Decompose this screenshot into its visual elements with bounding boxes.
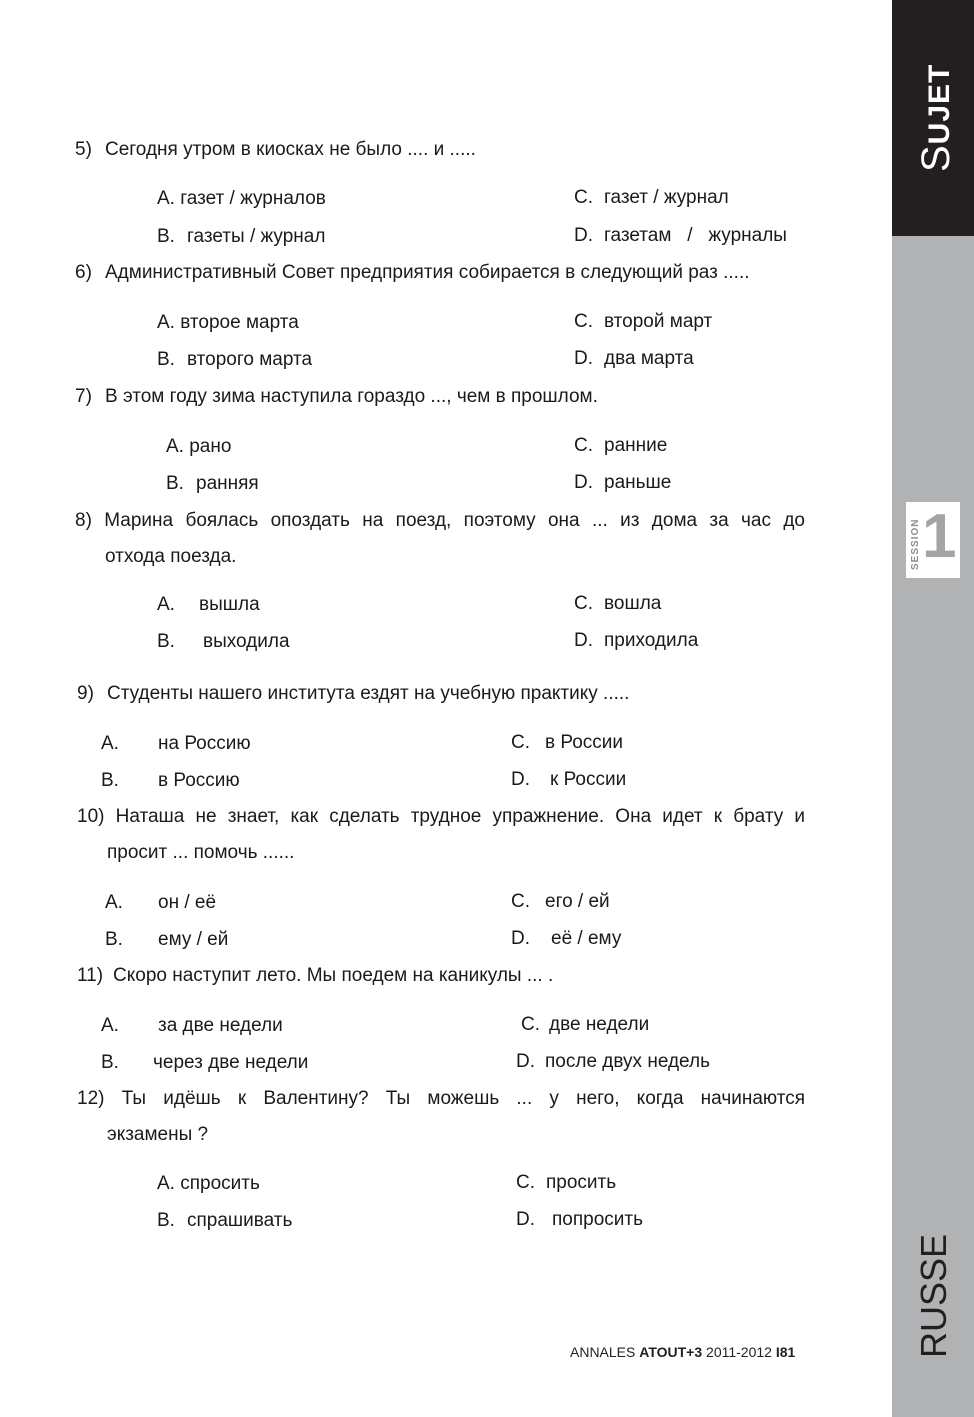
footer-years: 2011-2012	[706, 1344, 772, 1360]
footer-brand: ATOUT+3	[639, 1344, 703, 1360]
question-12	[77, 1081, 805, 1153]
option-text: газет / журналов	[180, 188, 326, 209]
option-letter: D.	[574, 472, 593, 493]
question-number: 11)	[77, 965, 104, 986]
option-letter: D.	[516, 1209, 535, 1230]
option-letter: A.	[101, 733, 119, 754]
option-letter: A.	[166, 436, 184, 457]
option-letter: D.	[511, 928, 530, 949]
question-line	[77, 799, 805, 835]
question-line	[75, 539, 805, 575]
option-text: спрашивать	[187, 1210, 293, 1231]
session-number: 1	[922, 502, 957, 571]
question-number: 10)	[77, 806, 105, 827]
option-text: рано	[189, 436, 232, 457]
question-9	[77, 676, 817, 712]
option-text: попросить	[552, 1209, 643, 1230]
option-a	[157, 188, 326, 210]
option-text: спросить	[180, 1173, 260, 1194]
option-letter: C.	[574, 187, 593, 208]
option-a	[101, 1015, 283, 1037]
option-text: просить	[546, 1172, 617, 1193]
option-d	[516, 1051, 710, 1073]
question-number: 6)	[75, 262, 92, 283]
question-8	[75, 503, 805, 575]
option-letter: D.	[516, 1051, 535, 1072]
option-letter: C.	[574, 593, 593, 614]
option-text: второе марта	[180, 312, 299, 333]
option-text: ранняя	[196, 473, 259, 494]
option-text: ему / ей	[158, 929, 229, 950]
option-letter: D.	[574, 630, 593, 651]
option-text: вышла	[199, 594, 260, 615]
option-text: её / ему	[551, 928, 622, 949]
option-b	[166, 473, 259, 495]
option-letter: C.	[521, 1014, 540, 1035]
option-text: его / ей	[545, 891, 610, 912]
option-text: к России	[550, 769, 627, 790]
option-a	[105, 892, 216, 914]
page-number: 81	[779, 1344, 796, 1360]
option-b	[157, 631, 290, 653]
question-line	[75, 503, 805, 539]
option-text: две недели	[549, 1014, 650, 1035]
session-label: SESSION	[910, 518, 921, 570]
option-letter: A.	[157, 312, 175, 333]
option-text: раньше	[604, 472, 672, 493]
option-a	[157, 312, 299, 334]
question-6	[75, 255, 835, 291]
option-b	[101, 1052, 308, 1074]
option-letter: C.	[516, 1172, 535, 1193]
option-b	[101, 770, 240, 792]
option-a	[157, 1173, 260, 1195]
option-letter: A.	[157, 1173, 175, 1194]
option-text: в России	[545, 732, 624, 753]
option-text: газет / журнал	[604, 187, 729, 208]
question-number: 5)	[75, 139, 92, 160]
option-text: два марта	[604, 348, 694, 369]
option-c	[574, 593, 661, 615]
option-letter: A.	[101, 1015, 119, 1036]
option-letter: B.	[157, 1210, 175, 1231]
question-text: Административный Совет предприятия собирается в следующий раз .....	[105, 262, 750, 283]
footer-separator: I	[775, 1344, 780, 1360]
option-letter: B.	[166, 473, 184, 494]
question-text: Сегодня утром в киосках не было .... и .....	[105, 139, 476, 160]
option-letter: D.	[574, 225, 593, 246]
question-text: В этом году зима наступила гораздо ..., чем в прошлом.	[105, 386, 598, 407]
option-b	[105, 929, 228, 951]
option-text: после двух недель	[545, 1051, 710, 1072]
option-text: газетам / журналы	[604, 225, 787, 246]
option-text: второй март	[604, 311, 713, 332]
question-line	[77, 835, 805, 871]
option-letter: B.	[157, 226, 175, 247]
option-a	[166, 436, 231, 458]
option-letter: D.	[511, 769, 530, 790]
option-letter: B.	[105, 929, 123, 950]
option-b	[157, 1210, 292, 1232]
question-text: Наташа не знает, как сделать трудное упражнение. Она идет к брату и	[115, 806, 806, 827]
question-number: 7)	[75, 386, 92, 407]
option-letter: C.	[574, 435, 593, 456]
question-7	[75, 379, 815, 415]
question-line	[77, 1081, 805, 1117]
question-text: Ты идёшь к Валентину? Ты можешь ... у него, когда начинаются	[121, 1088, 806, 1109]
option-d	[574, 630, 698, 652]
page-footer	[570, 1344, 795, 1360]
option-c	[511, 732, 623, 754]
option-c	[574, 435, 667, 457]
question-5	[75, 132, 815, 168]
option-c	[516, 1172, 616, 1194]
option-text: второго марта	[187, 349, 313, 370]
option-c	[511, 891, 610, 913]
question-10	[77, 799, 805, 871]
option-letter: A.	[157, 188, 175, 209]
option-text: ранние	[604, 435, 668, 456]
question-text: Скоро наступит лето. Мы поедем на каникулы ... .	[113, 965, 554, 986]
option-d	[574, 225, 787, 247]
option-letter: A.	[157, 594, 175, 615]
option-letter: B.	[157, 349, 175, 370]
option-text: выходила	[203, 631, 290, 652]
footer-annales: ANNALES	[570, 1344, 636, 1360]
option-text: газеты / журнал	[187, 226, 326, 247]
option-text: вошла	[604, 593, 662, 614]
option-letter: C.	[574, 311, 593, 332]
question-text: Марина боялась опоздать на поезд, поэтому она ... из дома за час до	[104, 510, 805, 531]
option-text: на Россию	[158, 733, 251, 754]
option-letter: B.	[101, 1052, 119, 1073]
option-a	[157, 594, 260, 616]
question-number: 9)	[77, 683, 94, 704]
option-a	[101, 733, 251, 755]
subject-label: RUSSE	[913, 1233, 954, 1358]
option-d	[511, 928, 621, 950]
question-number: 12)	[77, 1088, 105, 1109]
option-letter: B.	[157, 631, 175, 652]
option-d	[516, 1209, 643, 1231]
option-c	[521, 1014, 649, 1036]
option-b	[157, 349, 312, 371]
option-c	[574, 311, 712, 333]
option-b	[157, 226, 325, 248]
question-text: экзамены ?	[107, 1124, 209, 1145]
question-text: отхода поезда.	[105, 546, 237, 567]
option-text: он / её	[158, 892, 217, 913]
option-letter: C.	[511, 891, 530, 912]
question-text: Студенты нашего института ездят на учебную практику .....	[107, 683, 630, 704]
option-text: за две недели	[158, 1015, 283, 1036]
option-c	[574, 187, 729, 209]
option-text: приходила	[604, 630, 699, 651]
option-text: через две недели	[153, 1052, 309, 1073]
question-line	[77, 1117, 805, 1153]
option-d	[574, 472, 671, 494]
section-title: SUJET	[914, 63, 958, 172]
option-letter: A.	[105, 892, 123, 913]
question-text: просит ... помочь ......	[107, 842, 295, 863]
question-number: 8)	[75, 510, 92, 531]
question-11	[77, 958, 817, 994]
option-letter: D.	[574, 348, 593, 369]
option-d	[574, 348, 694, 370]
option-text: в Россию	[158, 770, 240, 791]
option-letter: C.	[511, 732, 530, 753]
option-letter: B.	[101, 770, 119, 791]
option-d	[511, 769, 626, 791]
